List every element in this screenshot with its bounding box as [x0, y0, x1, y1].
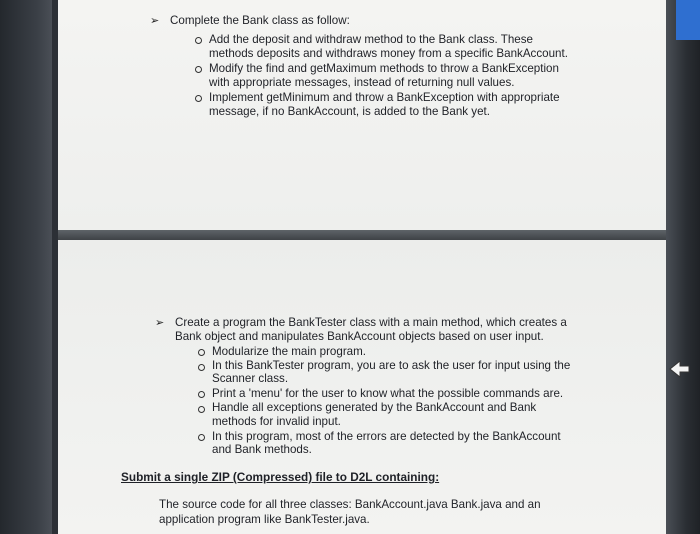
page-divider [58, 230, 666, 240]
document-page-1 [58, 0, 666, 230]
section2-item-5-line1: In this program, most of the errors are detected by the BankAccount [212, 430, 561, 443]
section2-item-1-line1: Modularize the main program. [212, 345, 367, 358]
left-dark-margin [0, 0, 52, 534]
hollow-circle-bullet-icon [195, 66, 202, 73]
hollow-circle-bullet-icon [198, 434, 205, 441]
hollow-circle-bullet-icon [198, 406, 205, 413]
hollow-circle-bullet-icon [198, 391, 205, 398]
section2-item-4-line1: Handle all exceptions generated by the BankAccount and Bank [212, 401, 537, 414]
right-dark-margin [666, 0, 700, 534]
section2-heading-line1: Create a program the BankTester class with a main method, which creates a [175, 316, 567, 329]
hollow-circle-bullet-icon [195, 95, 202, 102]
section2-item-3-line1: Print a 'menu' for the user to know what the possible commands are. [212, 387, 564, 400]
hollow-circle-bullet-icon [198, 349, 205, 356]
scrollbar-accent[interactable] [676, 0, 700, 40]
mouse-pointer-icon [668, 358, 692, 380]
section2-item-4-line2: methods for invalid input. [212, 415, 341, 428]
arrow-bullet-icon: ➢ [150, 15, 160, 27]
section1-item-2-line1: Modify the find and getMaximum methods to throw a BankException [209, 62, 559, 75]
section1-item-2-line2: with appropriate messages, instead of returning null values. [209, 76, 515, 89]
document-page-2 [58, 240, 666, 534]
hollow-circle-bullet-icon [198, 364, 205, 371]
section2-heading-line2: Bank object and manipulates BankAccount objects based on user input. [175, 330, 544, 343]
hollow-circle-bullet-icon [195, 37, 202, 44]
section2-item-2-line1: In this BankTester program, you are to ask the user for input using the [212, 359, 571, 372]
section1-item-3-line1: Implement getMinimum and throw a BankException with appropriate [209, 91, 560, 104]
submit-line2: application program like BankTester.java. [159, 513, 370, 526]
section2-item-5-line2: and Bank methods. [212, 443, 312, 456]
section1-item-1-line2: methods deposits and withdraws money from a specific BankAccount. [209, 47, 568, 60]
section2-item-2-line2: Scanner class. [212, 372, 289, 385]
submit-line1: The source code for all three classes: BankAccount.java Bank.java and an [159, 498, 541, 511]
submit-heading: Submit a single ZIP (Compressed) file to D2L containing: [121, 470, 440, 484]
section1-item-1-line1: Add the deposit and withdraw method to the Bank class. These [209, 33, 533, 46]
arrow-bullet-icon: ➢ [155, 317, 165, 329]
section1-item-3-line2: message, if no BankAccount, is added to the Bank yet. [209, 105, 490, 118]
section1-heading: Complete the Bank class as follow: [170, 14, 350, 27]
